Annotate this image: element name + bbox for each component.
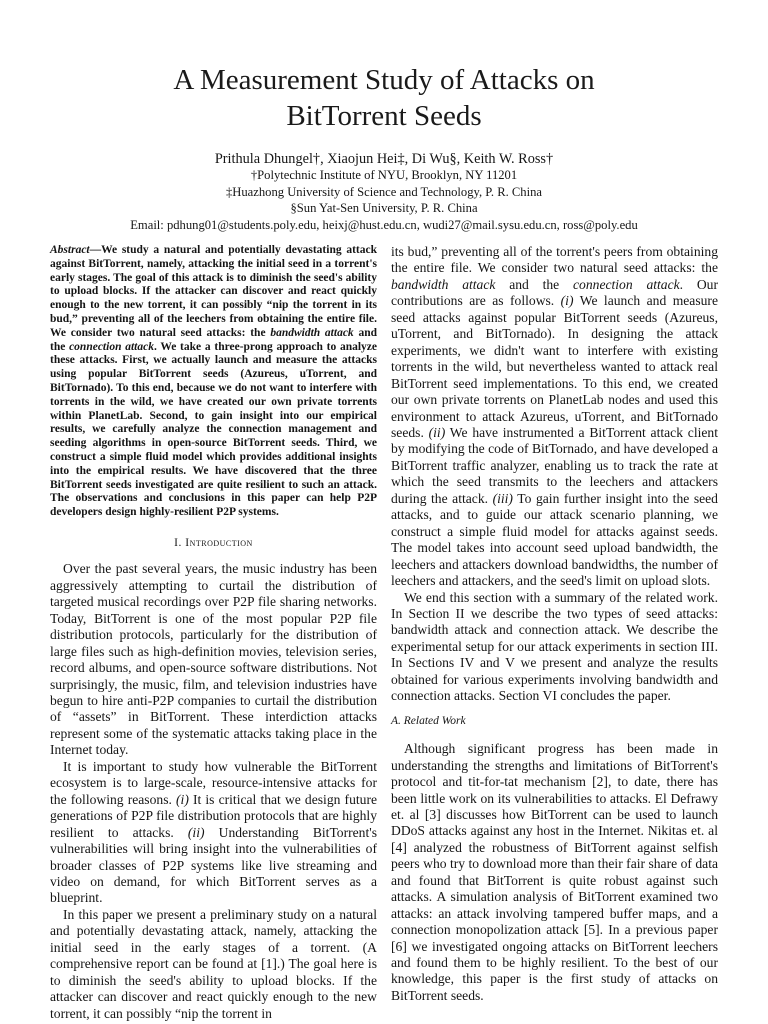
intro-p2-marker-ii: (ii) <box>187 824 205 840</box>
abstract-text-2: and the <box>50 326 377 353</box>
abstract <box>50 244 377 520</box>
intro-p3-text-a: its bud,” preventing all of the torrent's peers from obtaining the entire file. We consider two natural seed attacks: the <box>391 244 718 276</box>
intro-paragraph-3-continued <box>391 244 718 590</box>
subsection-heading-related-work: A. Related Work <box>391 714 466 727</box>
intro-p3-emphasis-bandwidth: bandwidth attack <box>391 276 496 292</box>
section-heading-introduction: I. Introduction <box>174 536 253 549</box>
intro-p3-text-e: We have instrumented a BitTorrent attack client by modifying the code of BitTornado, and have developed a BitTorrent traffic analyzer, enabling us to track the rate at which the seed transmits to the leechers and attackers during the attack. <box>391 424 718 506</box>
right-column <box>391 244 718 1004</box>
intro-p3-text-d: We launch and measure seed attacks against popular BitTorrent seeds (Azureus, uTorrent, and BitTornado). In designing the attack experiments, we didn't want to interfere with existing torrents in the wild, but nevertheless wanted to attack real BitTorrent seed implementations. To this end, we created our own private torrents on PlanetLab nodes and used this environment to attack Azureus, uTorrent, and BitTornado seeds. <box>391 293 718 440</box>
related-work-paragraph: Although significant progress has been made in understanding the strengths and limitations of BitTorrent's protocol and tit-for-tat mechanism [2], to date, there has been little work on its vulnerabilities to attacks. El Defrawy et. al [3] discusses how BitTorrent can be used to launch DDoS attacks against any host in the Internet. Nikitas et. al [4] analyzed the robustness of BitTorrent against selfish peers who try to download more than their fair share of data and found that BitTorrent is quite robust against such attacks. A simulation analysis of BitTorrent examined two attacks: an attack involving tampered buffer maps, and a connection monopolization attack [5]. In a previous paper [6] we investigated ongoing attacks on BitTorrent leechers and found them to be highly resilient. To the best of our knowledge, this paper is the first study of attacks on BitTorrent seeds. <box>391 741 718 1003</box>
intro-p2-text-a: It is important to study how vulnerable the BitTorrent ecosystem is to large-scale, resource-intensive attacks for the following reasons. <box>50 758 377 807</box>
intro-paragraph-4: We end this section with a summary of the related work. In Section II we describe the two types of seed attacks: bandwidth attack and connection attack. We describe the experimental setup for our attack experiments in section III. In Sections IV and V we present and analyze the results obtained for various experiments involving bandwidth and connection attacks. Section VI concludes the paper. <box>391 589 718 704</box>
intro-p3-text-f: To gain further insight into the seed attacks, and to guide our attack scenario planning, we construct a simple fluid model for attacks against seeds. The model takes into account seed upload bandwidth, the leechers and attackers download bandwidths, the number of leechers and attackers, and the seed's limit on upload slots. <box>391 490 718 589</box>
abstract-emphasis-connection: connection attack <box>69 340 154 353</box>
intro-p3-emphasis-connection: connection attack <box>573 276 680 292</box>
paper-title <box>60 62 708 134</box>
title-line-2: BitTorrent Seeds <box>286 100 482 132</box>
intro-p3-marker-iii: (iii) <box>492 490 513 506</box>
intro-p2-marker-i: (i) <box>176 791 189 807</box>
abstract-emphasis-bandwidth: bandwidth attack <box>270 326 354 339</box>
abstract-text-3: . We take a three-prong approach to analyze these attacks. First, we actually launch and measure the attacks using popular BitTorrent seeds (Azureus, uTorrent, and BitTornado). To this end, because we do not want to interfere with torrents in the wild, we have created our own private torrents within PlanetLab. Second, to gain insight into our empirical results, we carefully analyze the connection management and seeding algorithms in open-source BitTorrent seeds. Third, we construct a simple fluid model which provides additional insights into the empirical results. We have discovered that the three BitTorrent seeds investigated are quite resilient to such an attack. The observations and conclusions in this paper can help P2P developers design highly-resilient P2P systems. <box>50 340 377 519</box>
affiliation-sysu: §Sun Yat-Sen University, P. R. China <box>290 201 478 215</box>
intro-p3-marker-i: (i) <box>560 293 574 309</box>
intro-paragraph-3: In this paper we present a preliminary study on a natural and potentially devastating attack, namely, attacking the initial seed in the early stages of a torrent. (A comprehensive report can be found at [1].) The goal here is to diminish the seed's ability to upload blocks. If the attacker can discover and react quickly enough to the new torrent, it can possibly “nip the torrent in <box>50 906 377 1021</box>
affiliations <box>40 167 728 233</box>
title-line-1: A Measurement Study of Attacks on <box>173 64 595 96</box>
author-list: Prithula Dhungel†, Xiaojun Hei‡, Di Wu§, Keith W. Ross† <box>214 151 554 167</box>
abstract-lead: Abstract <box>50 244 90 256</box>
author-emails: Email: pdhung01@students.poly.edu, heixj@hust.edu.cn, wudi27@mail.sysu.edu.cn, ross@poly.edu <box>130 217 638 232</box>
intro-p2-text-c: Understanding BitTorrent's vulnerabilities will bring insight into the vulnerabilities of broader classes of P2P systems like live streaming and video on demand, for which BitTorrent serves as a blueprint. <box>50 824 377 906</box>
intro-paragraph-1: Over the past several years, the music industry has been aggressively attempting to curtail the distribution of targeted musical recordings over P2P file sharing networks. Today, BitTorrent is one of the most popular P2P file distribution protocols, particularly for the distribution of large files such as high-definition movies, television series, record albums, and open-source software distributions. Not surprisingly, the music, film, and television industries have begun to hire anti-P2P companies to curtail the distribution of “assets” in BitTorrent. These interdiction attacks represent some of the systematic attacks taking place in the Internet today. <box>50 561 377 758</box>
intro-p3-marker-ii: (ii) <box>428 424 446 440</box>
intro-paragraph-2 <box>50 759 377 907</box>
left-column <box>50 244 377 1022</box>
intro-p3-text-b: and the <box>495 276 574 292</box>
affiliation-nyu: †Polytechnic Institute of NYU, Brooklyn, NY 11201 <box>250 168 518 182</box>
affiliation-huazhong: ‡Huazhong University of Science and Technology, P. R. China <box>225 184 542 199</box>
abstract-text-1: —We study a natural and potentially devastating attack against BitTorrent, namely, attacking the initial seed in a torrent's early stages. The goal of this attack is to diminish the seed's ability to upload blocks. If the attacker can discover and react quickly enough to the new torrent, it can possibly “nip the torrent in its bud,” preventing all of the leechers from obtaining the entire file. We consider two natural seed attacks: the <box>50 244 377 339</box>
intro-p2-text-b: It is critical that we design future generations of P2P file distribution protocols that are highly resilient to attacks. <box>50 791 378 840</box>
intro-p3-text-c: . Our contributions are as follows. <box>391 276 718 309</box>
